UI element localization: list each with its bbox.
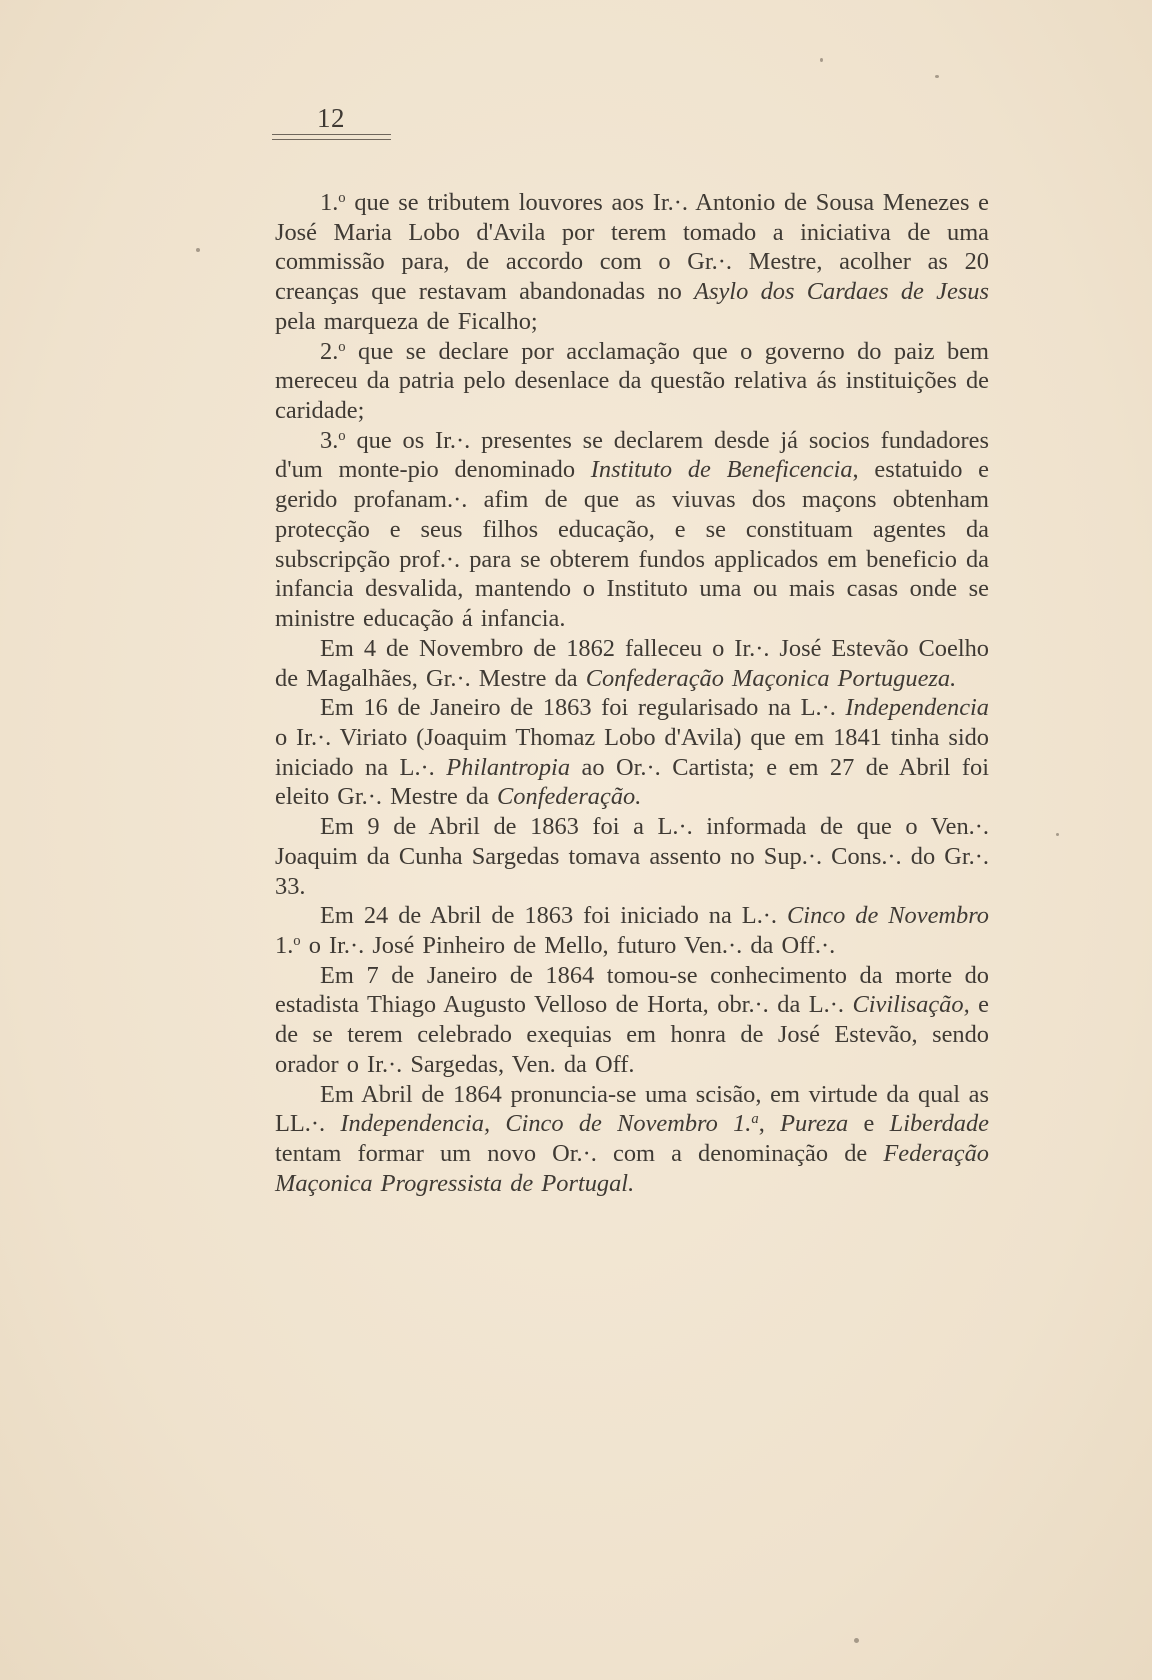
text-run: , estatuido e gerido profanam.·. afim de que as viuvas dos maçons obtenham protecção e seus filhos educação, e se constituam agentes da subscripção prof.·. para se obterem fundos applicados em beneficio da infancia desvalida, mantendo o Instituto uma ou mais casas onde se ministre educação á infancia. (275, 456, 989, 633)
text-run: 1. (275, 931, 294, 959)
body-text (275, 188, 989, 1198)
paragraph (275, 901, 989, 960)
italic-run: Confederação. (497, 783, 642, 811)
paper-speck (854, 1638, 859, 1643)
text-run: tentam formar um novo Or.·. com a denominação de (275, 1140, 884, 1167)
text-run: o Ir.·. José Pinheiro de Mello, futuro Ven.·. da Off.·. (300, 931, 836, 959)
text-run: que se tributem louvores aos Ir.·. Antonio de Sousa Menezes e José Maria Lobo d'Avila por terem tomado a iniciativa de uma commissão para, de accordo com o Gr.·. Mestre, acolher as 20 creanças que restavam abandonadas no (275, 189, 989, 306)
italic-run: Cinco de Novembro (787, 902, 989, 930)
italic-run: Philantropia (446, 753, 571, 781)
paragraph (275, 426, 989, 634)
text-run: 3. (320, 426, 339, 454)
italic-run: Federação Maçonica Progressista de Portugal. (275, 1140, 989, 1197)
text-run: pela marqueza de Ficalho; (275, 307, 538, 335)
italic-run: Civilisação, (852, 991, 970, 1019)
paper-speck (820, 58, 823, 62)
text-run: o (293, 932, 301, 949)
text-run: o Ir.·. Viriato (Joaquim Thomaz Lobo d'Avila) que em 1841 tinha sido iniciado na L.·. (275, 723, 989, 781)
paragraph (275, 188, 989, 337)
paper-speck (196, 248, 200, 252)
text-run: o (338, 338, 346, 355)
text-run: , (758, 1110, 781, 1138)
italic-run: a (751, 1111, 759, 1128)
paragraph (275, 961, 989, 1080)
text-run: Em 9 de Abril de 1863 foi a L.·. informada de que o Ven.·. Joaquim da Cunha Sargedas tomava assento no Sup.·. Cons.·. do Gr.·. 33. (275, 813, 989, 900)
paragraph (275, 337, 989, 426)
text-run: Em 4 de Novembro de 1862 falleceu o Ir.·. José Estevão Coelho de Magalhães, Gr.·. Mestre da (275, 634, 989, 692)
paragraph (275, 1080, 989, 1199)
italic-run: Asylo dos Cardaes de Jesus (694, 278, 989, 306)
text-run: Em 24 de Abril de 1863 foi iniciado na L.·. (320, 902, 788, 930)
italic-run: Pureza (780, 1110, 849, 1138)
paper-speck (935, 75, 939, 78)
header-rule (272, 134, 391, 135)
italic-run: Independencia (845, 694, 989, 722)
text-run: Em Abril de 1864 pronuncia-se uma scisão, em virtude da qual as LL.·. (275, 1080, 989, 1138)
text-run: e (848, 1110, 890, 1138)
italic-run: Confederação Maçonica Portugueza. (585, 664, 957, 692)
text-run: que os Ir.·. presentes se declarem desde já socios fundadores d'um monte-pio denominado (275, 426, 989, 484)
italic-run: Independencia, Cinco de Novembro 1. (340, 1110, 752, 1138)
text-run: 2. (320, 337, 339, 365)
text-run: e de se terem celebrado exequias em honra de José Estevão, sendo orador o Ir.·. Sargedas, Ven. da Off. (275, 991, 989, 1078)
text-run: o (338, 189, 346, 206)
page-number: 12 (317, 103, 345, 133)
paragraph (275, 634, 989, 693)
text-run: 1. (320, 189, 339, 216)
text-run: ao Or.·. Cartista; e em 27 de Abril foi eleito Gr.·. Mestre da (275, 753, 989, 811)
italic-run: Instituto de Beneficencia (590, 456, 853, 484)
italic-run: Liberdade (889, 1110, 989, 1138)
paragraph (275, 693, 989, 812)
text-run: Em 7 de Janeiro de 1864 tomou-se conhecimento da morte do estadista Thiago Augusto Velloso de Horta, obr.·. da L.·. (275, 961, 989, 1019)
text-run: o (338, 427, 346, 444)
text-run: Em 16 de Janeiro de 1863 foi regularisado na L.·. (320, 694, 846, 722)
paragraph (275, 812, 989, 901)
header-rule (272, 139, 391, 140)
text-run: que se declare por acclamação que o governo do paiz bem mereceu da patria pelo desenlace da questão relativa ás instituições de caridade; (275, 337, 989, 425)
paper-speck (1056, 833, 1059, 836)
